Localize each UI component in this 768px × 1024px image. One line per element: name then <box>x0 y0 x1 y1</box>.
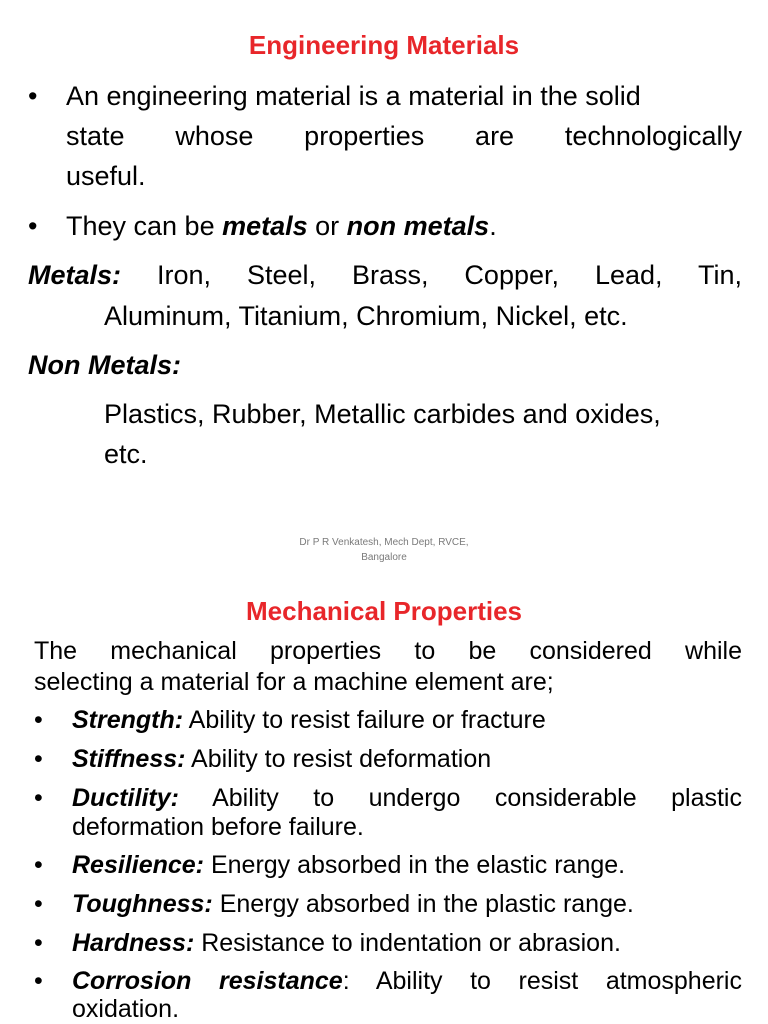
intro-text: selecting a material for a machine element are; <box>34 668 554 696</box>
bullet-text: state whose properties are technologically <box>66 121 742 151</box>
nonmetals-list: Plastics, Rubber, Metallic carbides and oxides, <box>104 399 661 429</box>
bullet-dot: • <box>34 851 43 879</box>
property-item <box>72 928 621 958</box>
nonmetals-list-cont: etc. <box>104 439 148 469</box>
metals-line <box>28 255 742 295</box>
metals-label: Metals: <box>28 260 122 290</box>
bullet-dot: • <box>34 890 43 918</box>
bullet-dot: • <box>34 706 43 734</box>
intro-text: The mechanical properties to be considered while <box>34 637 742 665</box>
property-term: Ductility: <box>72 784 179 812</box>
nonmetals-emphasis: non metals <box>346 211 490 241</box>
footer-line: Bangalore <box>361 552 407 563</box>
property-desc: Energy absorbed in the elastic range. <box>204 851 626 879</box>
property-item <box>72 783 742 813</box>
bullet-or: or <box>307 211 347 241</box>
bullet-dot: • <box>34 784 43 812</box>
bullet-text <box>66 206 497 246</box>
bullet-dot: • <box>34 929 43 957</box>
bullet-suffix: . <box>489 211 497 241</box>
property-term: Strength: <box>72 706 184 734</box>
slide-footer <box>0 535 768 565</box>
property-desc: Ability to resist failure or fracture <box>183 706 546 734</box>
property-desc: Resistance to indentation or abrasion. <box>194 929 621 957</box>
property-desc: Ability to undergo considerable plastic <box>178 784 742 812</box>
property-term: Toughness: <box>72 890 213 918</box>
metals-emphasis: metals <box>222 211 308 241</box>
bullet-text: useful. <box>66 161 146 191</box>
property-item <box>72 889 634 919</box>
bullet-dot: • <box>28 81 38 111</box>
bullet-prefix: They can be <box>66 211 223 241</box>
bullet-dot: • <box>34 745 43 773</box>
property-item <box>72 850 625 880</box>
property-term: Stiffness: <box>72 745 186 773</box>
property-term: Hardness: <box>72 929 195 957</box>
property-desc-cont: oxidation. <box>72 995 180 1023</box>
property-term: Corrosion resistance <box>72 967 343 995</box>
nonmetals-label: Non Metals: <box>28 350 182 380</box>
slide-title: Engineering Materials <box>248 30 520 60</box>
property-desc: : Ability to resist atmospheric <box>342 967 742 995</box>
bullet-dot: • <box>28 211 38 241</box>
footer-line: Dr P R Venkatesh, Mech Dept, RVCE, <box>299 537 469 548</box>
property-item <box>72 966 742 996</box>
bullet-text: An engineering material is a material in the solid <box>66 81 641 111</box>
property-desc: Ability to resist deformation <box>185 745 492 773</box>
metals-list: Iron, Steel, Brass, Copper, Lead, Tin, <box>156 260 742 290</box>
property-item <box>72 744 491 774</box>
property-desc: Energy absorbed in the plastic range. <box>212 890 634 918</box>
property-desc-cont: deformation before failure. <box>72 813 364 841</box>
metals-list-cont: Aluminum, Titanium, Chromium, Nickel, etc. <box>104 301 628 331</box>
property-term: Resilience: <box>72 851 205 879</box>
slide-title: Mechanical Properties <box>246 596 522 626</box>
bullet-dot: • <box>34 967 43 995</box>
property-item <box>72 705 546 735</box>
